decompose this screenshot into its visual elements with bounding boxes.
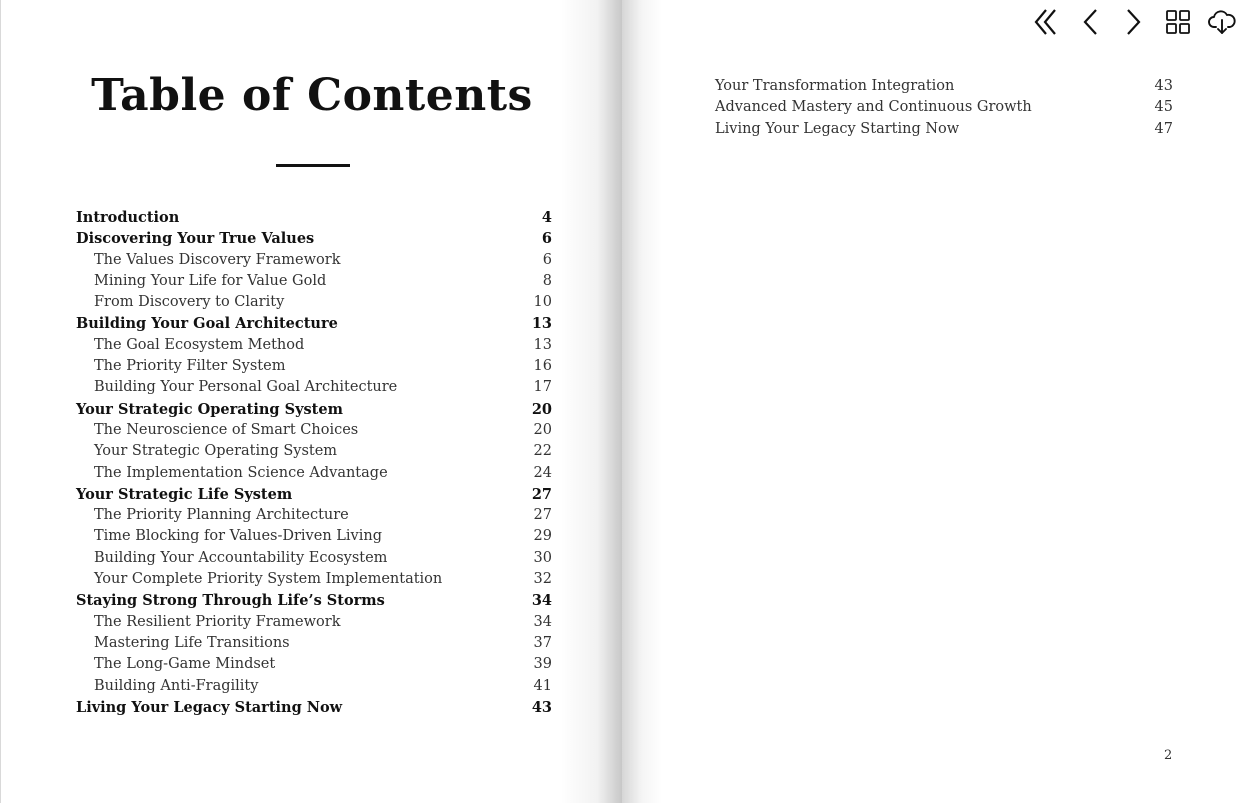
toc-entry[interactable] <box>76 399 552 420</box>
previous-page-button[interactable] <box>1068 4 1112 40</box>
toc-entry-label: Introduction <box>76 209 180 226</box>
toc-entry[interactable] <box>76 250 552 271</box>
toc-list-right <box>715 76 1173 140</box>
toc-entry[interactable] <box>76 207 552 228</box>
toc-entry-page: 43 <box>531 698 552 716</box>
toc-entry-page: 27 <box>533 507 552 524</box>
toc-entry-page: 24 <box>533 464 552 481</box>
chevron-left-icon <box>1078 7 1102 37</box>
toc-entry-label: Your Strategic Operating System <box>94 443 338 460</box>
toc-entry-page: 43 <box>1154 78 1173 94</box>
double-chevron-left-icon <box>1031 7 1061 37</box>
toc-entry-page: 6 <box>542 251 552 268</box>
viewer-toolbar <box>1024 4 1244 40</box>
toc-entry-page: 22 <box>533 443 552 460</box>
toc-entry[interactable] <box>76 484 552 505</box>
toc-entry-label: The Goal Ecosystem Method <box>94 336 305 353</box>
toc-entry-page: 34 <box>533 613 552 630</box>
right-page <box>622 0 1244 803</box>
toc-entry-label: Building Your Personal Goal Architecture <box>94 379 398 396</box>
chevron-right-icon <box>1122 7 1146 37</box>
toc-entry[interactable] <box>76 356 552 377</box>
toc-entry[interactable] <box>76 633 552 654</box>
toc-entry[interactable] <box>76 377 552 398</box>
toc-entry[interactable] <box>76 676 552 697</box>
toc-entry-label: Your Strategic Life System <box>76 485 293 503</box>
toc-entry-page: 8 <box>542 272 552 289</box>
gutter-shadow <box>560 0 622 803</box>
toc-entry-page: 39 <box>533 656 552 673</box>
toc-entry-page: 30 <box>533 549 552 566</box>
left-page <box>0 0 610 803</box>
toc-entry-label: Time Blocking for Values-Driven Living <box>94 528 382 545</box>
toc-entry[interactable] <box>715 119 1173 140</box>
toc-entry[interactable] <box>715 97 1173 118</box>
toc-entry-label: Building Anti-Fragility <box>94 677 259 694</box>
grid-icon <box>1165 9 1191 35</box>
toc-entry-label: Living Your Legacy Starting Now <box>76 698 343 716</box>
toc-entry[interactable] <box>76 313 552 334</box>
thumbnails-button[interactable] <box>1156 4 1200 40</box>
toc-entry-page: 37 <box>533 634 552 651</box>
toc-entry[interactable] <box>76 548 552 569</box>
toc-entry-label: The Neuroscience of Smart Choices <box>94 421 359 438</box>
toc-list-left <box>76 207 552 718</box>
toc-entry[interactable] <box>715 76 1173 97</box>
toc-entry-label: Building Your Accountability Ecosystem <box>94 549 388 566</box>
toc-entry[interactable] <box>76 420 552 441</box>
toc-entry-label: Living Your Legacy Starting Now <box>715 120 960 137</box>
toc-entry-label: The Long-Game Mindset <box>94 656 276 673</box>
toc-entry[interactable] <box>76 526 552 547</box>
toc-entry-page: 20 <box>533 421 552 438</box>
toc-entry-page: 41 <box>533 677 552 694</box>
toc-entry-label: From Discovery to Clarity <box>94 294 285 311</box>
toc-entry-label: Your Strategic Operating System <box>76 400 343 418</box>
toc-entry[interactable] <box>76 271 552 292</box>
toc-entry-page: 47 <box>1154 120 1173 137</box>
toc-entry[interactable] <box>76 463 552 484</box>
page-title: Table of Contents <box>91 70 533 121</box>
toc-entry-label: Your Complete Priority System Implementation <box>94 571 443 588</box>
cloud-download-icon <box>1207 8 1237 36</box>
next-page-button[interactable] <box>1112 4 1156 40</box>
toc-entry[interactable] <box>76 697 552 718</box>
toc-entry[interactable] <box>76 654 552 675</box>
toc-entry-label: The Implementation Science Advantage <box>94 464 388 481</box>
first-page-button[interactable] <box>1024 4 1068 40</box>
toc-entry-page: 16 <box>533 358 552 375</box>
toc-entry[interactable] <box>76 228 552 249</box>
toc-entry[interactable] <box>76 569 552 590</box>
toc-entry-page: 13 <box>533 336 552 353</box>
toc-entry-page: 17 <box>533 379 552 396</box>
toc-entry-page: 32 <box>533 571 552 588</box>
toc-entry-page: 6 <box>541 230 552 248</box>
title-divider <box>276 164 350 167</box>
toc-entry-label: Your Transformation Integration <box>715 78 955 94</box>
toc-entry[interactable] <box>76 612 552 633</box>
toc-entry-label: Staying Strong Through Life’s Storms <box>76 592 385 610</box>
toc-entry-label: The Resilient Priority Framework <box>94 613 341 630</box>
toc-entry-page: 34 <box>531 592 552 610</box>
toc-entry-label: The Values Discovery Framework <box>94 251 341 268</box>
toc-entry[interactable] <box>76 335 552 356</box>
toc-entry-label: Building Your Goal Architecture <box>76 315 338 333</box>
toc-entry-label: Mining Your Life for Value Gold <box>94 272 327 289</box>
toc-entry[interactable] <box>76 590 552 611</box>
toc-entry-label: Discovering Your True Values <box>76 230 315 248</box>
toc-entry[interactable] <box>76 505 552 526</box>
toc-entry-page: 29 <box>533 528 552 545</box>
toc-entry-label: The Priority Filter System <box>94 358 286 375</box>
toc-entry-page: 45 <box>1154 99 1173 116</box>
toc-entry-page: 10 <box>533 294 552 311</box>
toc-entry[interactable] <box>76 441 552 462</box>
toc-entry-page: 20 <box>531 400 552 418</box>
download-button[interactable] <box>1200 4 1244 40</box>
toc-entry-label: Advanced Mastery and Continuous Growth <box>715 99 1032 116</box>
toc-entry-page: 13 <box>531 315 552 333</box>
toc-entry[interactable] <box>76 292 552 313</box>
page-number: 2 <box>1164 748 1173 763</box>
toc-entry-label: Mastering Life Transitions <box>94 634 290 651</box>
gutter-shadow <box>622 0 662 803</box>
toc-entry-label: The Priority Planning Architecture <box>94 507 349 524</box>
toc-entry-page: 4 <box>541 209 552 226</box>
toc-entry-page: 27 <box>531 485 552 503</box>
